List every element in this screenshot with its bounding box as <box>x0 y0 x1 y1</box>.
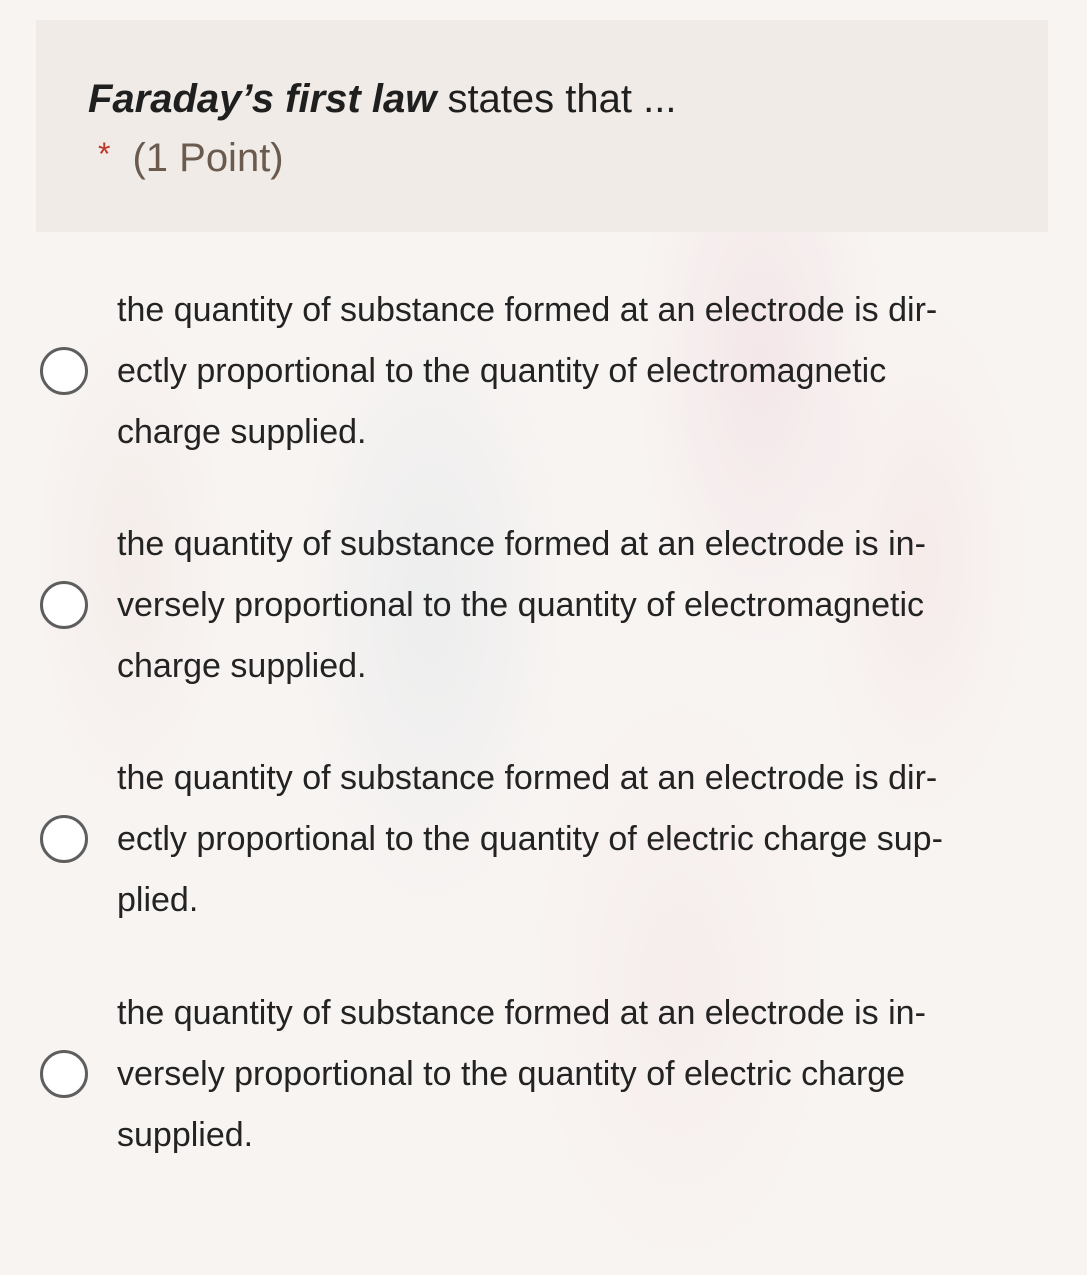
question-title <box>88 75 676 123</box>
option-text-line: supplied. <box>117 1116 254 1154</box>
answer-option-1-text[interactable] <box>117 280 997 463</box>
radio-button-icon[interactable] <box>40 347 88 395</box>
option-text-line: plied. <box>117 881 199 919</box>
radio-button-icon[interactable] <box>40 581 88 629</box>
option-text-line: ectly proportional to the quantity of electromagnetic <box>117 352 887 390</box>
option-text-line: ectly proportional to the quantity of electric charge sup- <box>117 820 943 858</box>
option-text-line: the quantity of substance formed at an electrode is in- <box>117 525 926 563</box>
answer-option-3-text[interactable] <box>117 748 997 931</box>
radio-button-icon[interactable] <box>40 1050 88 1098</box>
question-meta <box>98 130 284 182</box>
required-indicator: * <box>98 136 111 172</box>
question-title-emphasis: Faraday’s first law <box>88 77 437 121</box>
answer-option-2-text[interactable] <box>117 514 997 697</box>
option-text-line: versely proportional to the quantity of electric charge <box>117 1055 906 1093</box>
question-points: (1 Point) <box>132 136 284 180</box>
option-text-line: charge supplied. <box>117 413 367 451</box>
question-title-rest: states that ... <box>436 77 677 121</box>
option-text-line: charge supplied. <box>117 647 367 685</box>
radio-button-icon[interactable] <box>40 815 88 863</box>
answer-option-3[interactable] <box>0 746 1087 946</box>
option-text-line: versely proportional to the quantity of electromagnetic <box>117 586 925 624</box>
answer-option-4[interactable] <box>0 981 1087 1181</box>
question-header <box>36 20 1048 232</box>
answer-option-4-text[interactable] <box>117 983 997 1166</box>
answer-option-2[interactable] <box>0 512 1087 712</box>
option-text-line: the quantity of substance formed at an electrode is in- <box>117 994 926 1032</box>
option-text-line: the quantity of substance formed at an electrode is dir- <box>117 759 938 797</box>
option-text-line: the quantity of substance formed at an electrode is dir- <box>117 291 938 329</box>
answer-option-1[interactable] <box>0 278 1087 478</box>
